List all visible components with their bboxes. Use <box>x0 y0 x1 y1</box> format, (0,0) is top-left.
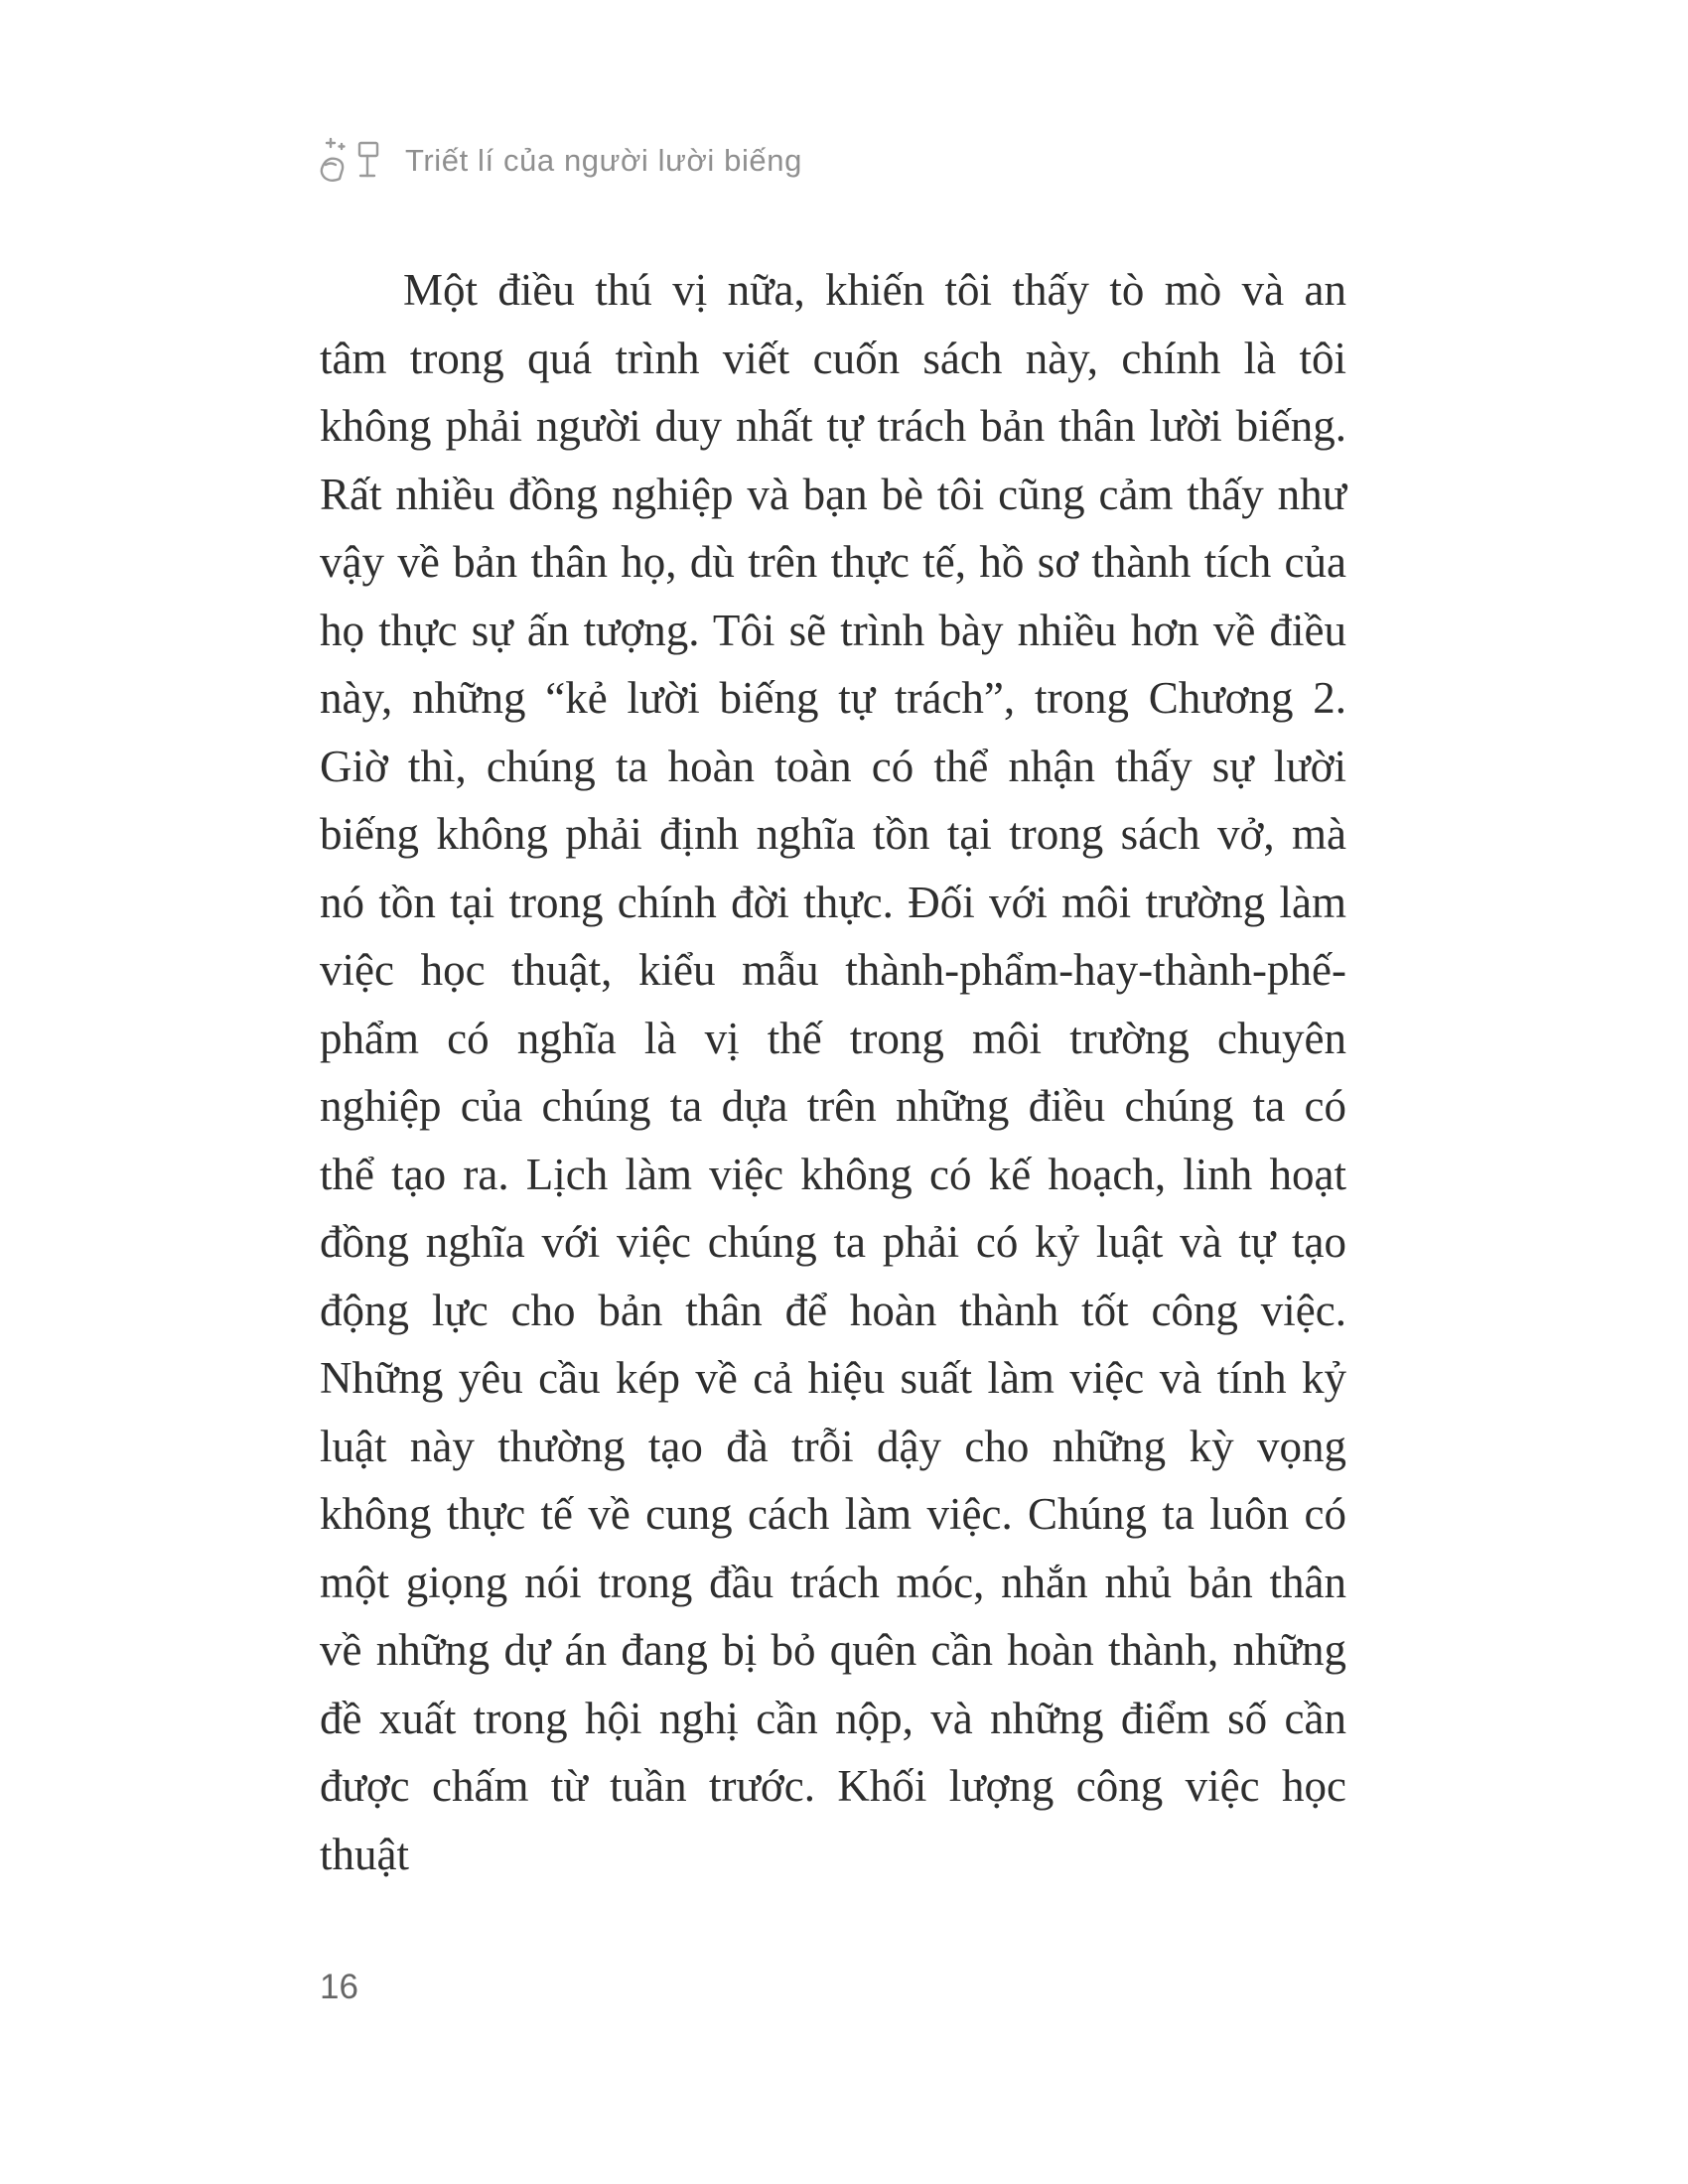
page-number: 16 <box>320 1968 358 2006</box>
running-head <box>316 135 802 187</box>
running-head-title: Triết lí của người lười biếng <box>405 143 802 178</box>
page-footer <box>320 1968 358 2007</box>
body-paragraph: Một điều thú vị nữa, khiến tôi thấy tò mò và an tâm trong quá trình viết cuốn sách này, chính là tôi không phải người duy nhất tự trách bản thân lười biếng. Rất nhiều đồng nghiệp và bạn bè tôi cũng cảm thấy như vậy về bản thân họ, dù trên thực tế, hồ sơ thành tích của họ thực sự ấn tượng. Tôi sẽ trình bày nhiều hơn về điều này, những “kẻ lười biếng tự trách”, trong Chương 2. Giờ thì, chúng ta hoàn toàn có thể nhận thấy sự lười biếng không phải định nghĩa tồn tại trong sách vở, mà nó tồn tại trong chính đời thực. Đối với môi trường làm việc học thuật, kiểu mẫu thành-phẩm-hay-thành-phế-phẩm có nghĩa là vị thế trong môi trường chuyên nghiệp của chúng ta dựa trên những điều chúng ta có thể tạo ra. Lịch làm việc không có kế hoạch, linh hoạt đồng nghĩa với việc chúng ta phải có kỷ luật và tự tạo động lực cho bản thân để hoàn thành tốt công việc. Những yêu cầu kép về cả hiệu suất làm việc và tính kỷ luật này thường tạo đà trỗi dậy cho những kỳ vọng không thực tế về cung cách làm việc. Chúng ta luôn có một giọng nói trong đầu trách móc, nhắn nhủ bản thân về những dự án đang bị bỏ quên cần hoàn thành, những đề xuất trong hội nghị cần nộp, và những điểm số cần được chấm từ tuần trước. Khối lượng công việc học thuật <box>320 265 1346 1879</box>
page-body <box>320 256 1346 1888</box>
lazy-hand-sparkle-icon <box>316 135 385 187</box>
